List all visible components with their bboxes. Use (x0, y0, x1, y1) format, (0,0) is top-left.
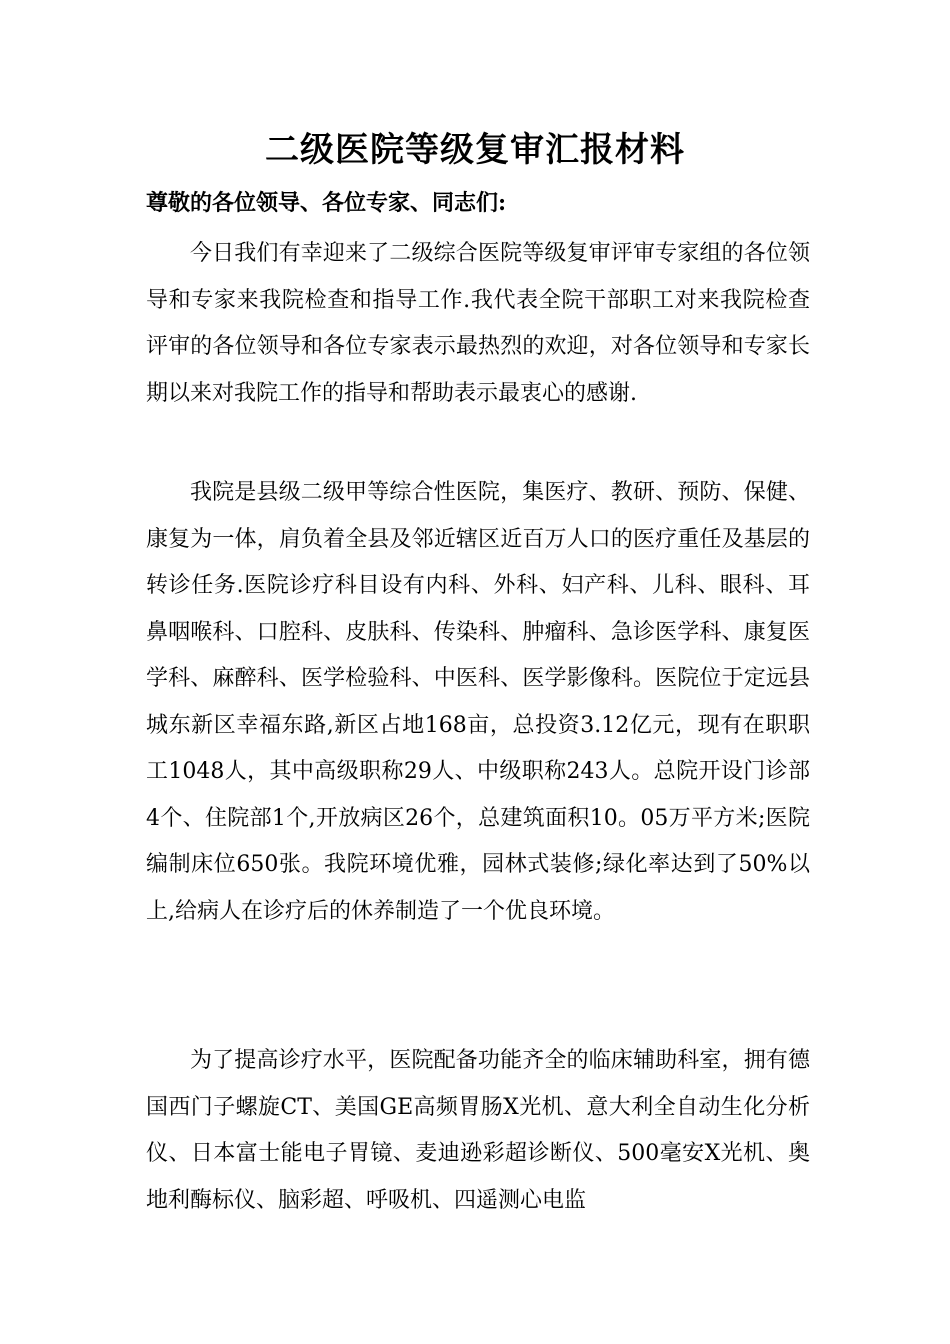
paragraph-equipment: 为了提高诊疗水平，医院配备功能齐全的临床辅助科室，拥有德国西门子螺旋CT、美国GE高频胃肠X光机、意大利全自动生化分析仪、日本富士能电子胃镜、麦迪逊彩超诊断仪、500毫安X光机、奥地利酶标仪、脑彩超、呼吸机、四遥测心电监 (146, 1048, 810, 1213)
salutation: 尊敬的各位领导、各位专家、同志们: (146, 190, 507, 216)
document-title: 二级医院等级复审汇报材料 (265, 130, 685, 170)
paragraph-welcome: 今日我们有幸迎来了二级综合医院等级复审评审专家组的各位领导和专家来我院检查和指导工作.我代表全院干部职工对来我院检查评审的各位领导和各位专家表示最热烈的欢迎，对各位领导和专家长期以来对我院工作的指导和帮助表示最衷心的感谢. (146, 241, 810, 406)
paragraph-hospital-overview: 我院是县级二级甲等综合性医院，集医疗、教研、预防、保健、康复为一体，肩负着全县及邻近辖区近百万人口的医疗重任及基层的转诊任务.医院诊疗科目设有内科、外科、妇产科、儿科、眼科、耳鼻咽喉科、口腔科、皮肤科、传染科、肿瘤科、急诊医学科、康复医学科、麻醉科、医学检验科、中医科、医学影像科。医院位于定远县城东新区幸福东路,新区占地168亩，总投资3.12亿元，现有在职职工1048人，其中高级职称29人、中级职称243人。总院开设门诊部4个、住院部1个,开放病区26个，总建筑面积10。05万平方米;医院编制床位650张。我院环境优雅，园林式装修;绿化率达到了50%以上,给病人在诊疗后的休养制造了一个优良环境。 (146, 480, 810, 924)
